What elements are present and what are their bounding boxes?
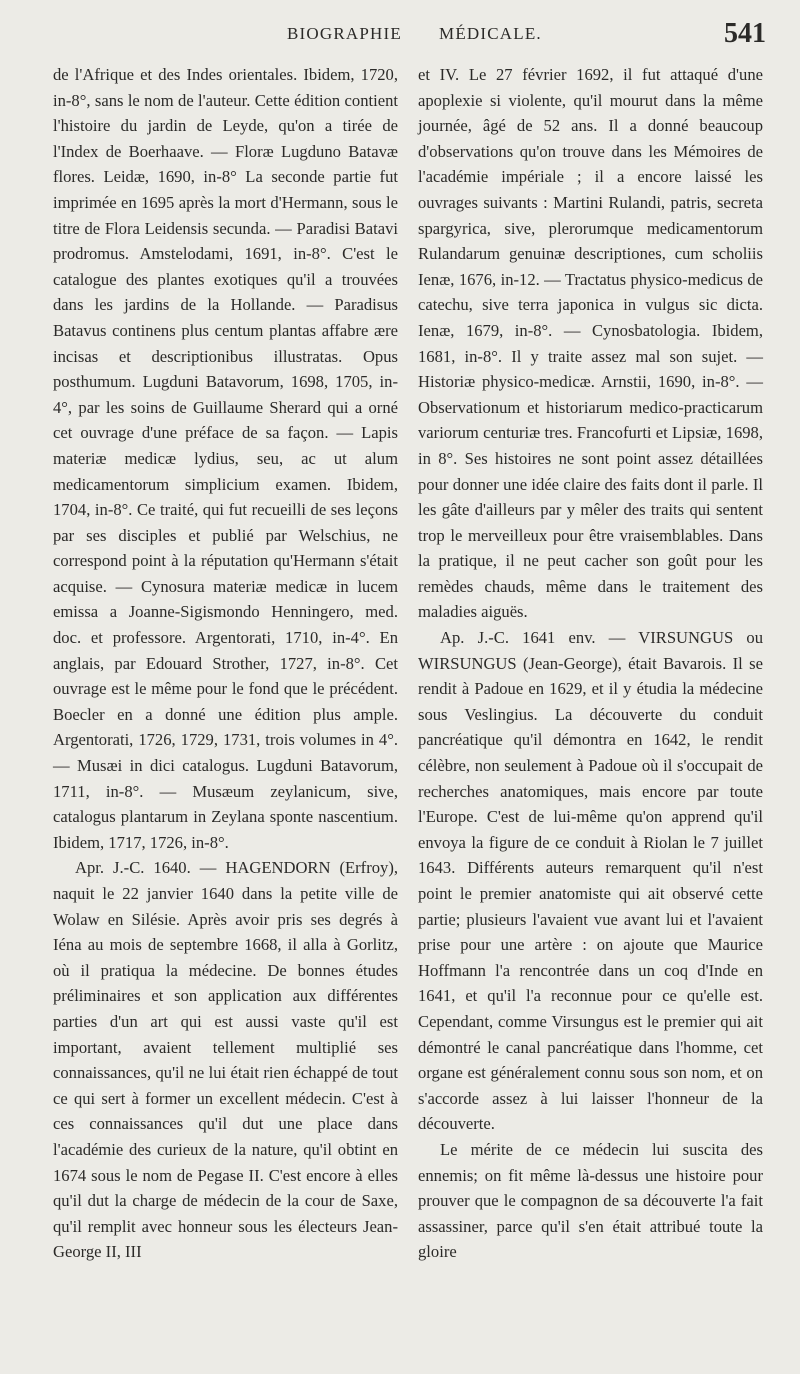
paragraph-hagendorn: Apr. J.-C. 1640. — HAGENDORN (Erfroy), naquit le 22 janvier 1640 dans la petite ville de Wolaw en Silésie. Après avoir pris ses degrés à Iéna au mois de septembre 1668, il alla à Gorlitz, où il pratiqua la médecine. De bonnes études préliminaires et son application aux différentes parties d'un art qui est aussi vaste qu'il est important, avaient tellement multiplié ses connaissances, qu'il ne lui était rien échappé de tout ce qui sert à former un excellent médecin. C'est à ces connaissances qu'il dut une place dans l'académie des curieux de la nature, qu'il obtint en 1674 sous le nom de Pegase II. C'est encore à elles qu'il dut la charge de médecin de la cour de Saxe, qu'il remplit avec honneur sous les électeurs Jean-George II, III <box>53 858 398 1262</box>
header-right: MÉDICALE. <box>439 24 542 43</box>
right-column <box>418 62 763 1265</box>
header-left: BIOGRAPHIE <box>287 24 402 43</box>
left-column <box>53 62 398 1265</box>
page-number: 541 <box>724 18 766 49</box>
running-header <box>40 20 766 54</box>
paragraph-virsungus-merit: Le mérite de ce médecin lui suscita des ennemis; on fit même là-dessus une histoire pour prouver que le compagnon de sa découverte l'a fait assassiner, parce qu'il s'en était attribué toute la gloire <box>418 1139 763 1262</box>
paragraph-virsungus: Ap. J.-C. 1641 env. — VIRSUNGUS ou WIRSUNGUS (Jean-George), était Bavarois. Il se rendit à Padoue en 1629, et il y étudia la médecine sous Veslingius. La découverte du conduit pancréatique qu'il démontra en 1642, le rendit célèbre, non seulement à Padoue où il s'occupait de recherches anatomiques, mais encore par toute l'Europe. C'est de lui-même qu'on apprend qu'il envoya la figure de ce conduit à Riolan le 7 juillet 1643. Différents auteurs remarquent qu'il n'est point le premier anatomiste qui ait observé cette partie; plusieurs l'avaient vue avant lui et l'avaient prise pour une artère : on ajoute que Maurice Hoffmann l'a rencontrée dans un coq d'Inde en 1641, et qu'il l'a reconnue pour ce qu'elle est. Cependant, comme Virsungus est le premier qui ait démontré le canal pancréatique dans l'homme, cet organe est généralement connu sous son nom, et on s'accorde assez à lui laisser l'honneur de la découverte. <box>418 628 763 1134</box>
paragraph-hagendorn-continued: et IV. Le 27 février 1692, il fut attaqué d'une apoplexie si violente, qu'il mourut dans la même journée, âgé de 52 ans. Il a donné beaucoup d'observations qu'on trouve dans les Mémoires de l'académie impériale ; il a encore laissé les ouvrages suivants : Martini Rulandi, patris, secreta spargyrica, sive, plerorumque medicamentorum Rulandarum genuinæ descriptiones, cum scholiis Ienæ, 1676, in-12. — Tractatus physico-medicus de catechu, sive terra japonica in vulgus sic dicta. Ienæ, 1679, in-8°. — Cynosbatologia. Ibidem, 1681, in-8°. Il y traite assez mal son sujet. — Historiæ physico-medicæ. Arnstii, 1690, in-8°. — Observationum et historiarum medico-practicarum variorum centuriæ tres. Francofurti et Lipsiæ, 1698, in 8°. Ses histoires ne sont point assez détaillées pour donner une idée claire des faits dont il parle. Il les gâte d'ailleurs par y mêler des traits qui sentent trop le merveilleux pour être vraisemblables. Dans la pratique, il ne peut cacher son goût pour les remèdes chauds, même dans le traitement des maladies aiguës. <box>418 65 763 622</box>
paragraph-hermann-works: de l'Afrique et des Indes orientales. Ibidem, 1720, in-8°, sans le nom de l'auteur. Cette édition contient l'histoire du jardin de Leyde, qu'on a tirée de l'Index de Boerhaave. — Floræ Lugduno Batavæ flores. Leidæ, 1690, in-8° La seconde partie fut imprimée en 1695 après la mort d'Hermann, sous le titre de Flora Leidensis secunda. — Paradisi Batavi prodromus. Amstelodami, 1691, in-8°. C'est le catalogue des plantes exotiques qu'il a trouvées dans les jardins de la Hollande. — Paradisus Batavus continens plus centum plantas affabre ære incisas et descriptionibus illustratas. Opus posthumum. Lugduni Batavorum, 1698, 1705, in-4°, par les soins de Guillaume Sherard qui a orné cet ouvrage d'une préface de sa façon. — Lapis materiæ medicæ lydius, seu, ac ut alum medicamentorum simplicium examen. Ibidem, 1704, in-8°. Ce traité, qui fut recueilli de ses leçons par ses disciples et publié par Welschius, ne correspond point à la réputation qu'Hermann s'était acquise. — Cynosura materiæ medicæ in lucem emissa a Joanne-Sigismondo Henningero, med. doc. et professore. Argentorati, 1710, in-4°. En anglais, par Edouard Strother, 1727, in-8°. Cet ouvrage est le même pour le fond que le précédent. Boecler en a donné une édition plus ample. Argentorati, 1726, 1729, 1731, trois volumes in 4°. — Musæi in dici catalogus. Lugduni Batavorum, 1711, in-8°. — Musæum zeylanicum, sive, catalogus plantarum in Zeylana sponte nascentium. Ibidem, 1717, 1726, in-8°. <box>53 65 398 852</box>
